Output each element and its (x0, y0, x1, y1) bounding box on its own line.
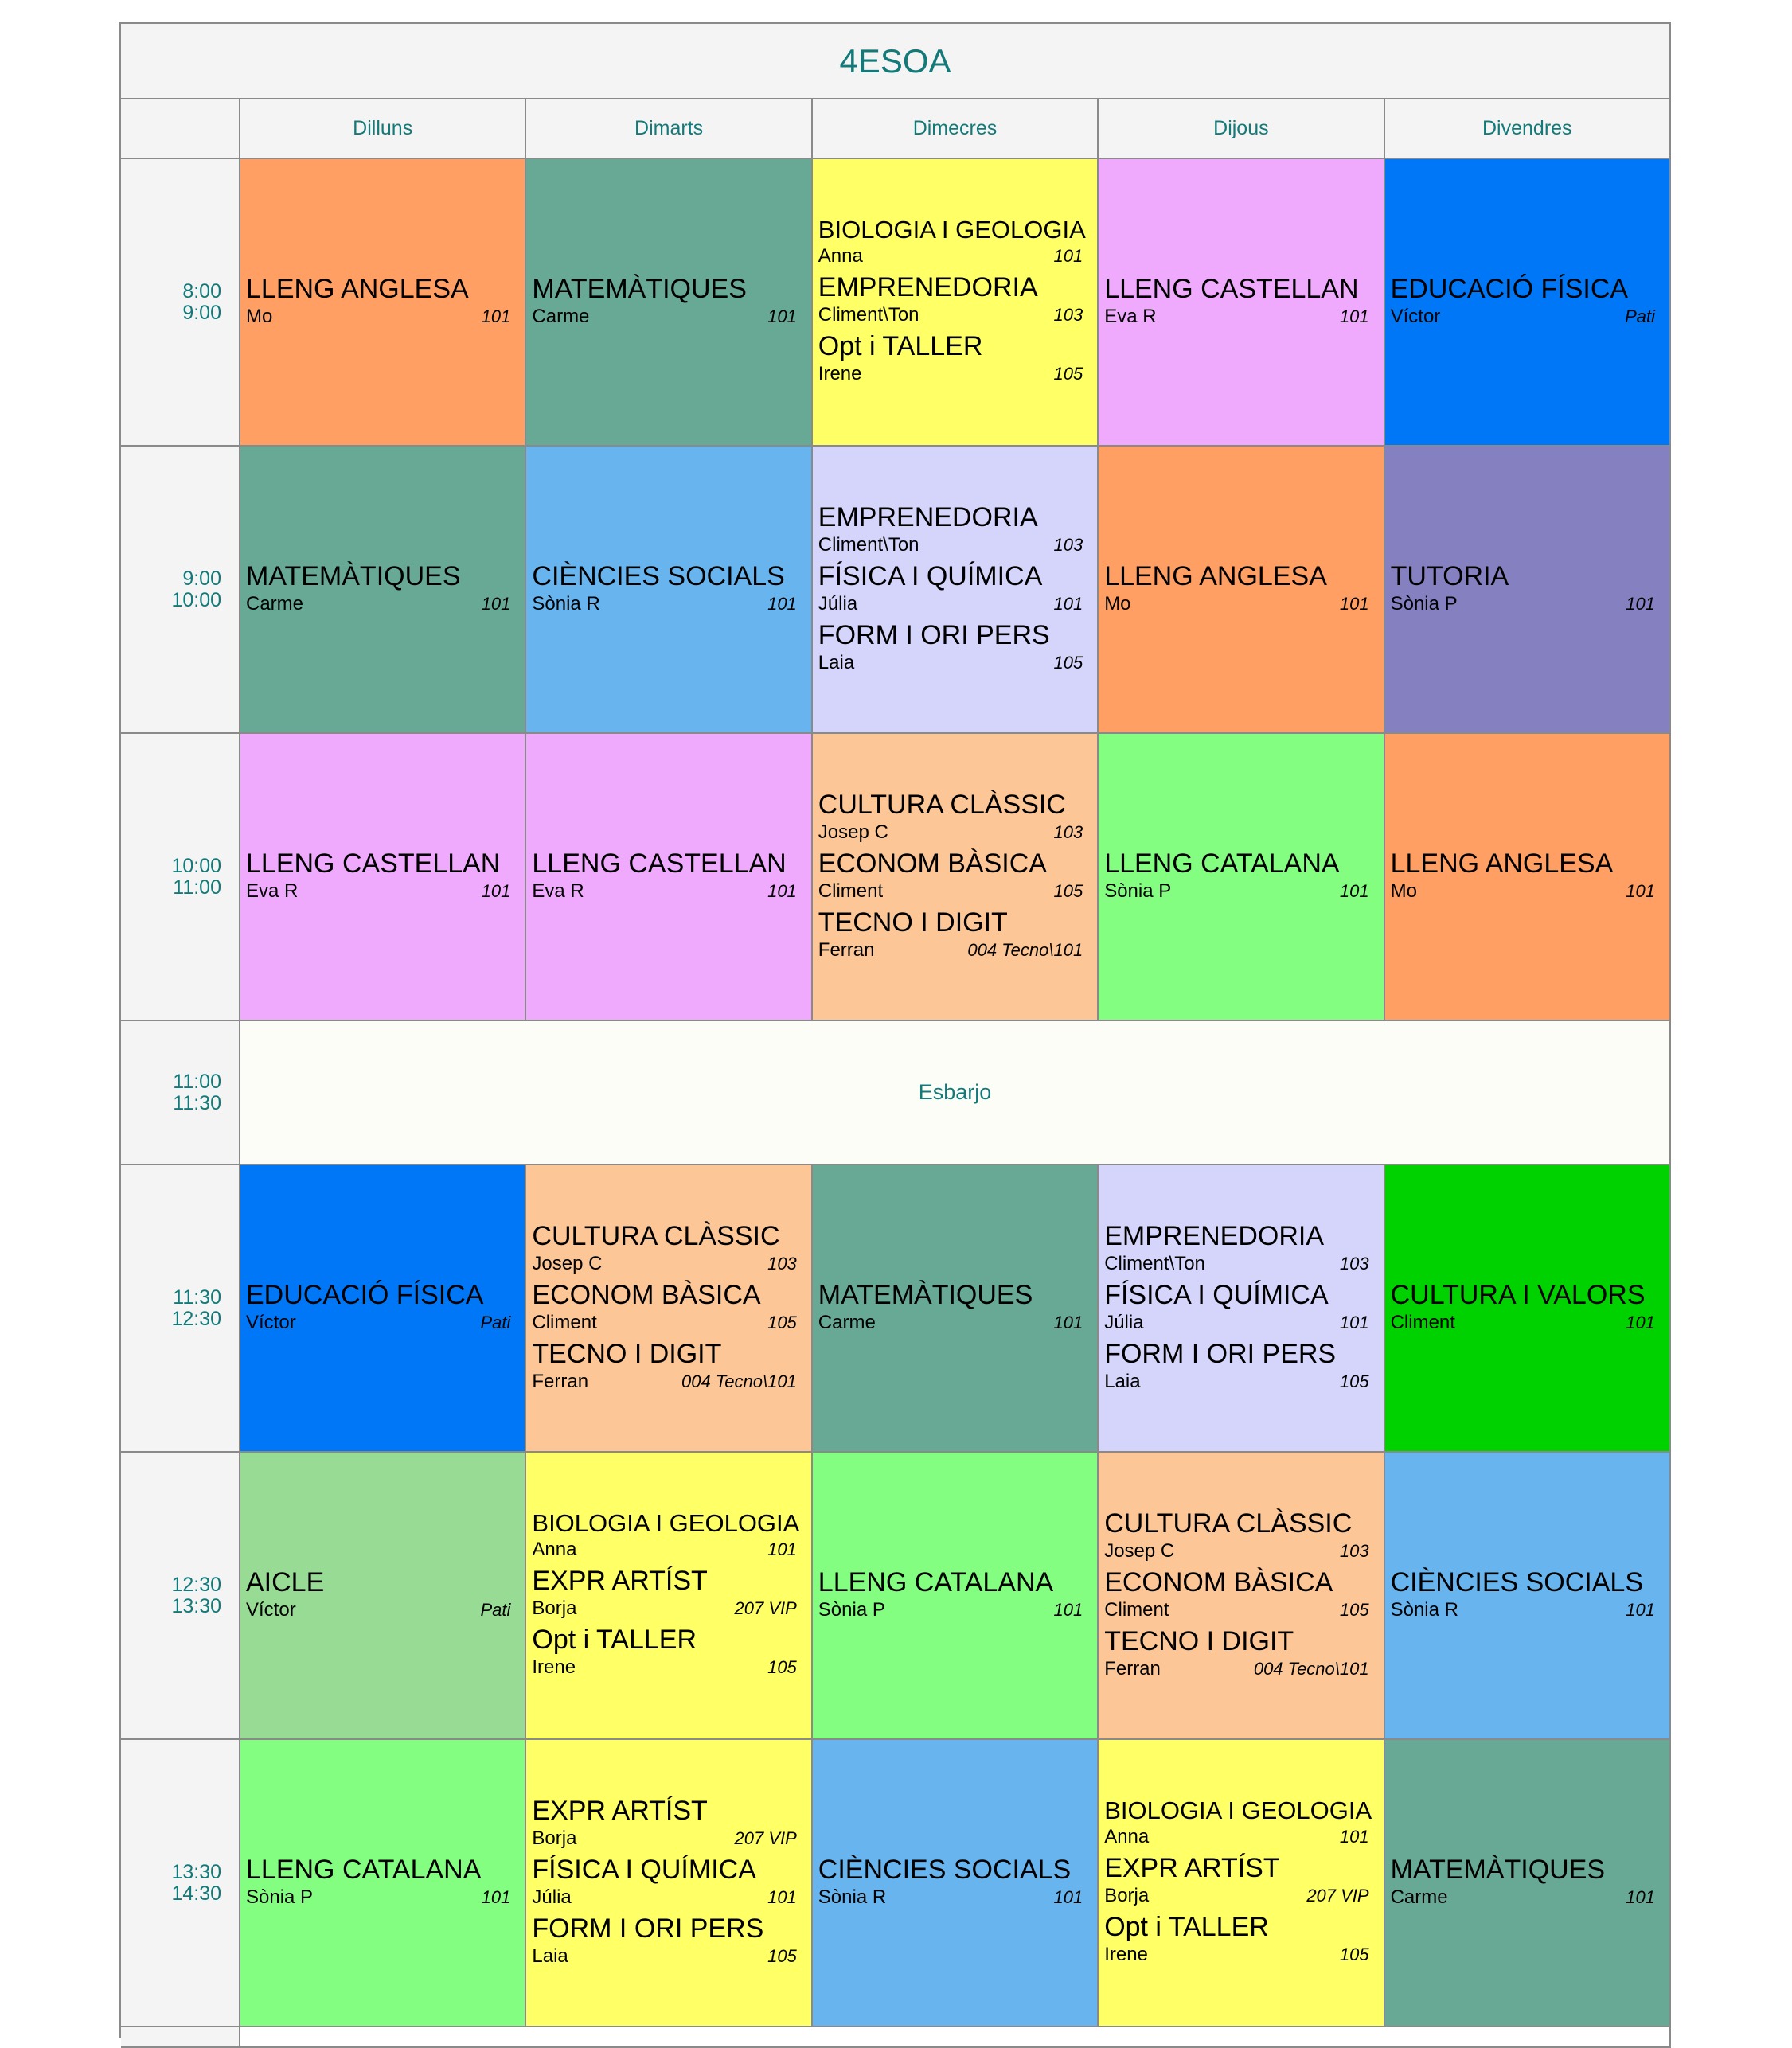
subject-name: TUTORIA (1390, 560, 1509, 591)
subject-name: BIOLOGIA I GEOLOGIA (1104, 1796, 1372, 1824)
time-slot-label (121, 447, 240, 734)
session-info (818, 362, 1083, 385)
teacher-name: Sònia R (818, 1886, 887, 1908)
room-label: 101 (1053, 593, 1083, 614)
time-end: 12:30 (171, 1307, 221, 1330)
class-slot[interactable] (526, 734, 812, 1021)
session-info (1104, 1657, 1368, 1680)
class-slot[interactable] (1385, 1453, 1671, 1740)
subject-name: TECNO I DIGIT (818, 907, 1008, 938)
teacher-name: Anna (818, 244, 863, 267)
class-slot[interactable] (240, 1453, 526, 1740)
subject-name: FORM I ORI PERS (1104, 1338, 1337, 1369)
session-info (1104, 1370, 1368, 1393)
time-end: 14:30 (171, 1882, 221, 1905)
teacher-name: Ferran (1104, 1657, 1161, 1679)
class-slot[interactable] (813, 734, 1099, 1021)
session-info (818, 1598, 1083, 1621)
header-corner (121, 99, 240, 159)
subject-name: LLENG ANGLESA (1104, 560, 1327, 591)
class-slot[interactable] (813, 1165, 1099, 1453)
class-slot[interactable] (813, 159, 1099, 447)
subject-name: MATEMÀTIQUES (246, 560, 461, 591)
time-slot-label (121, 734, 240, 1021)
teacher-name: Irene (818, 362, 862, 384)
time-slot-label (121, 1740, 240, 2027)
session-info (532, 1311, 796, 1334)
room-label: 101 (1339, 1312, 1369, 1332)
session-info (1391, 305, 1655, 328)
room-label: 105 (1053, 363, 1083, 384)
time-slot-label (121, 1453, 240, 1740)
teacher-name: Mo (1390, 880, 1417, 902)
class-slot[interactable] (526, 447, 812, 734)
room-label: 105 (1339, 1944, 1369, 1964)
room-label: 101 (767, 1539, 797, 1559)
teacher-name: Víctor (1390, 305, 1441, 327)
room-label: Pati (480, 1599, 511, 1620)
subject-name: LLENG CASTELLAN (1104, 273, 1359, 304)
teacher-name: Júlia (532, 1886, 572, 1908)
room-label: 207 VIP (1306, 1885, 1369, 1906)
teacher-name: Josep C (1104, 1539, 1175, 1562)
room-label: 101 (1053, 1886, 1083, 1907)
room-label: 101 (1339, 1826, 1369, 1847)
subject-name: CIÈNCIES SOCIALS (1390, 1566, 1644, 1597)
teacher-name: Josep C (532, 1252, 603, 1274)
subject-name: FÍSICA I QUÍMICA (532, 1854, 756, 1885)
session-info (532, 592, 796, 615)
room-label: 004 Tecno\101 (967, 939, 1083, 960)
class-slot[interactable] (1099, 1740, 1384, 2027)
class-slot[interactable] (1099, 159, 1384, 447)
class-slot[interactable] (526, 1165, 812, 1453)
class-slot[interactable] (813, 447, 1099, 734)
session-info (818, 592, 1083, 615)
class-slot[interactable] (813, 1740, 1099, 2027)
session-info (1104, 1598, 1368, 1621)
time-slot-label (121, 1165, 240, 1453)
session-info (246, 880, 510, 903)
class-slot[interactable] (240, 734, 526, 1021)
room-label: 101 (1053, 1312, 1083, 1332)
subject-name: FORM I ORI PERS (818, 619, 1050, 650)
subject-name: Opt i TALLER (1104, 1911, 1269, 1942)
teacher-name: Carme (818, 1311, 876, 1333)
session-info (818, 533, 1083, 556)
subject-name: LLENG CATALANA (246, 1854, 482, 1885)
time-start: 11:30 (173, 1285, 221, 1309)
time-end: 13:30 (171, 1594, 221, 1617)
teacher-name: Carme (1390, 1886, 1448, 1908)
subject-name: CIÈNCIES SOCIALS (532, 560, 785, 591)
room-label: 105 (1053, 652, 1083, 673)
session-info (818, 303, 1083, 326)
teacher-name: Climent (1104, 1598, 1169, 1621)
room-label: 101 (1053, 1599, 1083, 1620)
room-label: 105 (767, 1945, 797, 1966)
subject-name: LLENG CATALANA (1104, 848, 1340, 879)
class-slot[interactable] (240, 447, 526, 734)
room-label: 101 (1626, 1886, 1655, 1907)
class-slot[interactable] (526, 1740, 812, 2027)
subject-name: LLENG CATALANA (818, 1566, 1054, 1597)
teacher-name: Laia (532, 1945, 568, 1967)
room-label: Pati (1625, 306, 1655, 326)
time-slot-label (121, 1021, 240, 1165)
session-info (532, 1827, 796, 1850)
timetable-title: 4ESOA (121, 24, 1671, 99)
subject-name: Opt i TALLER (818, 330, 983, 361)
teacher-name: Sònia P (1104, 880, 1172, 902)
session-info (246, 1886, 510, 1909)
subject-name: EXPR ARTÍST (532, 1795, 708, 1826)
subject-name: EDUCACIÓ FÍSICA (246, 1279, 484, 1310)
subject-name: EDUCACIÓ FÍSICA (1390, 273, 1629, 304)
teacher-name: Borja (532, 1597, 577, 1619)
teacher-name: Climent (1390, 1311, 1455, 1333)
session-info (1104, 305, 1368, 328)
room-label: Pati (480, 1312, 511, 1332)
subject-name: ECONOM BÀSICA (532, 1279, 761, 1310)
teacher-name: Víctor (246, 1598, 296, 1621)
time-start: 8:00 (182, 279, 221, 302)
time-end: 11:00 (173, 876, 221, 899)
session-info (1104, 592, 1368, 615)
room-label: 004 Tecno\101 (681, 1371, 797, 1391)
subject-name: CULTURA CLÀSSIC (532, 1220, 780, 1251)
room-label: 105 (1339, 1599, 1369, 1620)
subject-name: MATEMÀTIQUES (1390, 1854, 1606, 1885)
session-info (818, 938, 1083, 962)
time-start: 9:00 (182, 567, 221, 590)
session-info (1391, 1886, 1655, 1909)
session-info (532, 1370, 796, 1393)
room-label: 101 (1626, 880, 1655, 901)
teacher-name: Júlia (1104, 1311, 1144, 1333)
day-header: Divendres (1385, 99, 1671, 159)
teacher-name: Carme (246, 592, 304, 614)
session-info (246, 1311, 510, 1334)
session-info (532, 1945, 796, 1968)
subject-name: LLENG CASTELLAN (532, 848, 787, 879)
teacher-name: Eva R (246, 880, 299, 902)
room-label: 105 (767, 1656, 797, 1677)
class-slot[interactable] (1385, 159, 1671, 447)
class-slot[interactable] (240, 1165, 526, 1453)
session-info (1104, 1539, 1368, 1562)
teacher-name: Sònia R (1390, 1598, 1458, 1621)
teacher-name: Sònia P (1390, 592, 1458, 614)
teacher-name: Eva R (1104, 305, 1157, 327)
room-label: 103 (1053, 821, 1083, 842)
subject-name: CULTURA CLÀSSIC (1104, 1508, 1353, 1539)
teacher-name: Climent\Ton (1104, 1252, 1205, 1274)
session-info (532, 1252, 796, 1275)
teacher-name: Climent\Ton (818, 533, 919, 556)
teacher-name: Josep C (818, 821, 888, 843)
subject-name: FÍSICA I QUÍMICA (1104, 1279, 1329, 1310)
teacher-name: Ferran (818, 938, 875, 961)
subject-name: ECONOM BÀSICA (1104, 1566, 1333, 1597)
subject-name: FORM I ORI PERS (532, 1913, 764, 1944)
time-start: 10:00 (171, 854, 221, 877)
subject-name: MATEMÀTIQUES (818, 1279, 1033, 1310)
session-info (1104, 1943, 1368, 1966)
room-label: 101 (1626, 1599, 1655, 1620)
room-label: 207 VIP (734, 1828, 797, 1848)
class-slot[interactable] (1385, 1165, 1671, 1453)
subject-name: CIÈNCIES SOCIALS (818, 1854, 1072, 1885)
class-slot[interactable] (1099, 1165, 1384, 1453)
teacher-name: Carme (532, 305, 590, 327)
teacher-name: Mo (246, 305, 273, 327)
subject-name: EMPRENEDORIA (818, 271, 1038, 302)
teacher-name: Víctor (246, 1311, 296, 1333)
room-label: 101 (1339, 880, 1369, 901)
teacher-name: Ferran (532, 1370, 589, 1392)
subject-name: ECONOM BÀSICA (818, 848, 1047, 879)
room-label: 103 (767, 1253, 797, 1274)
room-label: 101 (767, 306, 797, 326)
session-info (818, 1886, 1083, 1909)
subject-name: Opt i TALLER (532, 1624, 697, 1655)
day-header: Dimecres (813, 99, 1099, 159)
footer-row (240, 2027, 1671, 2048)
subject-name: BIOLOGIA I GEOLOGIA (532, 1508, 800, 1537)
class-slot[interactable] (526, 1453, 812, 1740)
teacher-name: Mo (1104, 592, 1131, 614)
session-info (818, 244, 1083, 267)
subject-name: EMPRENEDORIA (1104, 1220, 1325, 1251)
subject-name: EMPRENEDORIA (818, 501, 1038, 532)
class-slot[interactable] (240, 159, 526, 447)
class-slot[interactable] (1385, 734, 1671, 1021)
session-info (1104, 880, 1368, 903)
room-label: 103 (1339, 1540, 1369, 1561)
room-label: 101 (767, 1886, 797, 1907)
teacher-name: Laia (818, 651, 855, 673)
session-info (246, 592, 510, 615)
class-slot[interactable] (526, 159, 812, 447)
session-info (1391, 880, 1655, 903)
timetable (119, 22, 1671, 2038)
teacher-name: Borja (1104, 1884, 1150, 1906)
subject-name: CULTURA CLÀSSIC (818, 789, 1066, 820)
session-info (1391, 1598, 1655, 1621)
room-label: 101 (481, 306, 511, 326)
class-slot[interactable] (1385, 1740, 1671, 2027)
room-label: 103 (1053, 534, 1083, 555)
session-info (1104, 1252, 1368, 1275)
session-info (818, 821, 1083, 844)
time-end: 11:30 (173, 1091, 221, 1114)
teacher-name: Anna (532, 1538, 577, 1560)
subject-name: FÍSICA I QUÍMICA (818, 560, 1043, 591)
teacher-name: Júlia (818, 592, 858, 614)
time-end: 10:00 (171, 588, 221, 611)
class-slot[interactable] (1099, 734, 1384, 1021)
teacher-name: Climent (532, 1311, 597, 1333)
footer-cell (121, 2027, 240, 2048)
room-label: 101 (1339, 593, 1369, 614)
session-info (1391, 1311, 1655, 1334)
teacher-name: Climent\Ton (818, 303, 919, 326)
session-info (1104, 1825, 1368, 1848)
room-label: 105 (767, 1312, 797, 1332)
subject-name: LLENG ANGLESA (1390, 848, 1614, 879)
session-info (818, 1311, 1083, 1334)
teacher-name: Anna (1104, 1825, 1150, 1847)
room-label: 101 (481, 880, 511, 901)
teacher-name: Sònia P (246, 1886, 314, 1908)
room-label: 101 (1053, 245, 1083, 266)
session-info (532, 880, 796, 903)
session-info (532, 1886, 796, 1909)
teacher-name: Sònia R (532, 592, 600, 614)
teacher-name: Irene (1104, 1943, 1148, 1965)
break-row: Esbarjo (240, 1021, 1671, 1165)
teacher-name: Borja (532, 1827, 577, 1849)
subject-name: TECNO I DIGIT (1104, 1625, 1294, 1656)
class-slot[interactable] (240, 1740, 526, 2027)
room-label: 101 (1626, 1312, 1655, 1332)
room-label: 105 (1053, 880, 1083, 901)
teacher-name: Eva R (532, 880, 584, 902)
day-header: Dilluns (240, 99, 526, 159)
time-slot-label (121, 159, 240, 447)
session-info (532, 1538, 796, 1561)
day-header: Dimarts (526, 99, 812, 159)
subject-name: LLENG ANGLESA (246, 273, 469, 304)
subject-name: EXPR ARTÍST (1104, 1852, 1280, 1883)
session-info (532, 305, 796, 328)
teacher-name: Sònia P (818, 1598, 885, 1621)
subject-name: LLENG CASTELLAN (246, 848, 501, 879)
session-info (1104, 1884, 1368, 1907)
class-slot[interactable] (813, 1453, 1099, 1740)
session-info (246, 1598, 510, 1621)
session-info (532, 1656, 796, 1679)
class-slot[interactable] (1099, 1453, 1384, 1740)
session-info (1391, 592, 1655, 615)
room-label: 101 (1339, 306, 1369, 326)
session-info (818, 651, 1083, 674)
time-start: 13:30 (171, 1860, 221, 1883)
session-info (818, 880, 1083, 903)
subject-name: CULTURA I VALORS (1390, 1279, 1646, 1310)
time-start: 12:30 (171, 1573, 221, 1596)
class-slot[interactable] (1099, 447, 1384, 734)
room-label: 103 (1339, 1253, 1369, 1274)
room-label: 103 (1053, 304, 1083, 325)
room-label: 004 Tecno\101 (1253, 1658, 1369, 1679)
time-start: 11:00 (173, 1070, 221, 1093)
time-end: 9:00 (182, 301, 221, 324)
subject-name: AICLE (246, 1566, 325, 1597)
room-label: 207 VIP (734, 1597, 797, 1618)
subject-name: MATEMÀTIQUES (532, 273, 747, 304)
session-info (1104, 1311, 1368, 1334)
room-label: 101 (1626, 593, 1655, 614)
day-header: Dijous (1099, 99, 1384, 159)
room-label: 105 (1339, 1371, 1369, 1391)
room-label: 101 (481, 1886, 511, 1907)
room-label: 101 (481, 593, 511, 614)
subject-name: BIOLOGIA I GEOLOGIA (818, 215, 1086, 244)
subject-name: TECNO I DIGIT (532, 1338, 722, 1369)
session-info (246, 305, 510, 328)
teacher-name: Irene (532, 1656, 576, 1678)
teacher-name: Climent (818, 880, 884, 902)
session-info (532, 1597, 796, 1620)
subject-name: EXPR ARTÍST (532, 1565, 708, 1596)
room-label: 101 (767, 593, 797, 614)
room-label: 101 (767, 880, 797, 901)
teacher-name: Laia (1104, 1370, 1141, 1392)
class-slot[interactable] (1385, 447, 1671, 734)
